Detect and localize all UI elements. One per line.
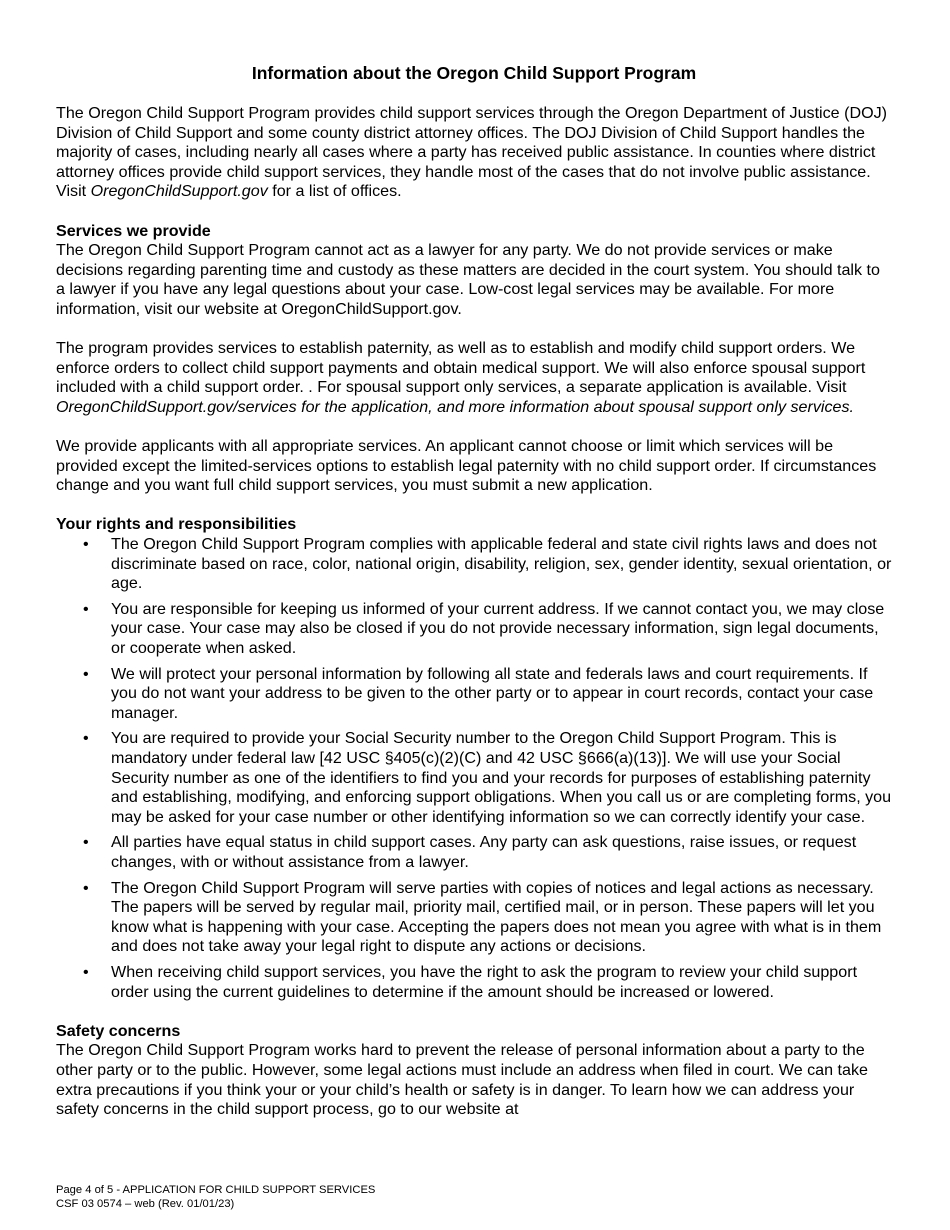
- footer-form-number: CSF 03 0574 – web (Rev. 01/01/23): [56, 1198, 235, 1210]
- intro-paragraph: [56, 104, 892, 202]
- bullet-icon: •: [83, 664, 89, 683]
- bullet-icon: •: [83, 878, 89, 897]
- intro-text-after: for a list of offices.: [267, 182, 402, 201]
- rights-list: [56, 535, 892, 1002]
- footer-page-info: Page 4 of 5 - APPLICATION FOR CHILD SUPPORT SERVICES: [56, 1184, 376, 1196]
- bullet-icon: •: [83, 535, 89, 554]
- page-title: Information about the Oregon Child Support Program: [251, 63, 697, 83]
- intro-text-before: The Oregon Child Support Program provides child support services through the Oregon Department of Justice (DOJ) Division of Child Support and some county district attorney offices. The DOJ Division of Child Support handles the majority of cases, including nearly all cases where a party has received public assistance. In counties where district attorney offices provide child support services, they handle most of the cases that do not involve public assistance. Visit: [56, 104, 888, 201]
- list-item-text: All parties have equal status in child support cases. Any party can ask questions, raise issues, or request changes, with or without assistance from a lawyer.: [111, 833, 857, 871]
- safety-paragraph: The Oregon Child Support Program works hard to prevent the release of personal information about a party to the other party or to the public. However, some legal actions must include an address when filed in court. We can take extra precautions if you think your or your child’s health or safety is in danger. To learn how we can address your safety concerns in the child support process, go to our website at: [56, 1041, 868, 1119]
- list-item-text: You are responsible for keeping us informed of your current address. If we cannot contact you, we may close your case. Your case may also be closed if you do not provide necessary information, sign legal documents, or cooperate when asked.: [111, 599, 885, 658]
- list-item-text: We will protect your personal information by following all state and federals laws and court requirements. If you do not want your address to be given to the other party or to appear in court records, contact your case manager.: [111, 664, 874, 722]
- services-paragraph-2-text: The program provides services to establish paternity, as well as to establish and modify child support orders. We enforce orders to collect child support payments and obtain medical support. We will also enforce spousal support included with a child support order. . For spousal support only services, a separate application is available. Visit: [56, 339, 866, 397]
- rights-heading: Your rights and responsibilities: [56, 515, 297, 534]
- list-item-text: The Oregon Child Support Program will serve parties with copies of notices and legal actions as necessary. The papers will be served by regular mail, priority mail, certified mail, or in person. These papers will let you know what is happening with your case. Accepting the papers does not mean you agree with what is in them and does not take away your legal right to dispute any actions or decisions.: [111, 878, 882, 956]
- list-item-text: When receiving child support services, you have the right to ask the program to review your child support order using the current guidelines to determine if the amount should be increased or lowered.: [111, 962, 858, 1001]
- services-paragraph-1: The Oregon Child Support Program cannot act as a lawyer for any party. We do not provide services or make decisions regarding parenting time and custody as these matters are decided in the court system. You should talk to a lawyer if you have any legal questions about your case. Low-cost legal services may be available. For more information, visit our website at OregonChildSupport.gov.: [56, 241, 880, 318]
- intro-website-link: OregonChildSupport.gov: [90, 182, 268, 201]
- list-item: [56, 535, 892, 594]
- list-item-text: The Oregon Child Support Program complies with applicable federal and state civil rights laws and does not discriminate based on race, color, national origin, disability, religion, sex, gender identity, sexual orientation, or age.: [111, 535, 892, 593]
- list-item: [56, 600, 892, 659]
- page-footer: [56, 1183, 375, 1211]
- list-item-text: You are required to provide your Social Security number to the Oregon Child Support Program. This is mandatory under federal law [42 USC §405(c)(2)(C) and 42 USC §666(a)(13)]. We will use your Social Security number as one of the identifiers to find you and your records for purposes of establishing paternity and establishing, modifying, and enforcing support obligations. When you call us or are completing forms, you may be asked for your case number or other identifying information so we can correctly identify your case.: [111, 729, 892, 826]
- services-heading: Services we provide: [56, 221, 211, 240]
- document-page: [56, 62, 892, 1120]
- services-paragraph-3: We provide applicants with all appropriate services. An applicant cannot choose or limit which services will be provided except the limited-services options to establish legal paternity with no child support order. If circumstances change and you want full child support services, you must submit a new application.: [56, 437, 877, 495]
- services-paragraph-2-italic: OregonChildSupport.gov/services for the application, and more information about spousal support only services.: [56, 397, 854, 416]
- list-item: [56, 879, 892, 957]
- list-item: [56, 729, 892, 827]
- bullet-icon: •: [83, 962, 89, 981]
- bullet-icon: •: [83, 729, 89, 748]
- services-paragraph-2: [56, 339, 892, 417]
- bullet-icon: •: [83, 833, 89, 852]
- safety-heading: Safety concerns: [56, 1021, 181, 1040]
- list-item: [56, 963, 892, 1002]
- list-item: [56, 665, 892, 724]
- bullet-icon: •: [83, 599, 89, 618]
- list-item: [56, 833, 892, 872]
